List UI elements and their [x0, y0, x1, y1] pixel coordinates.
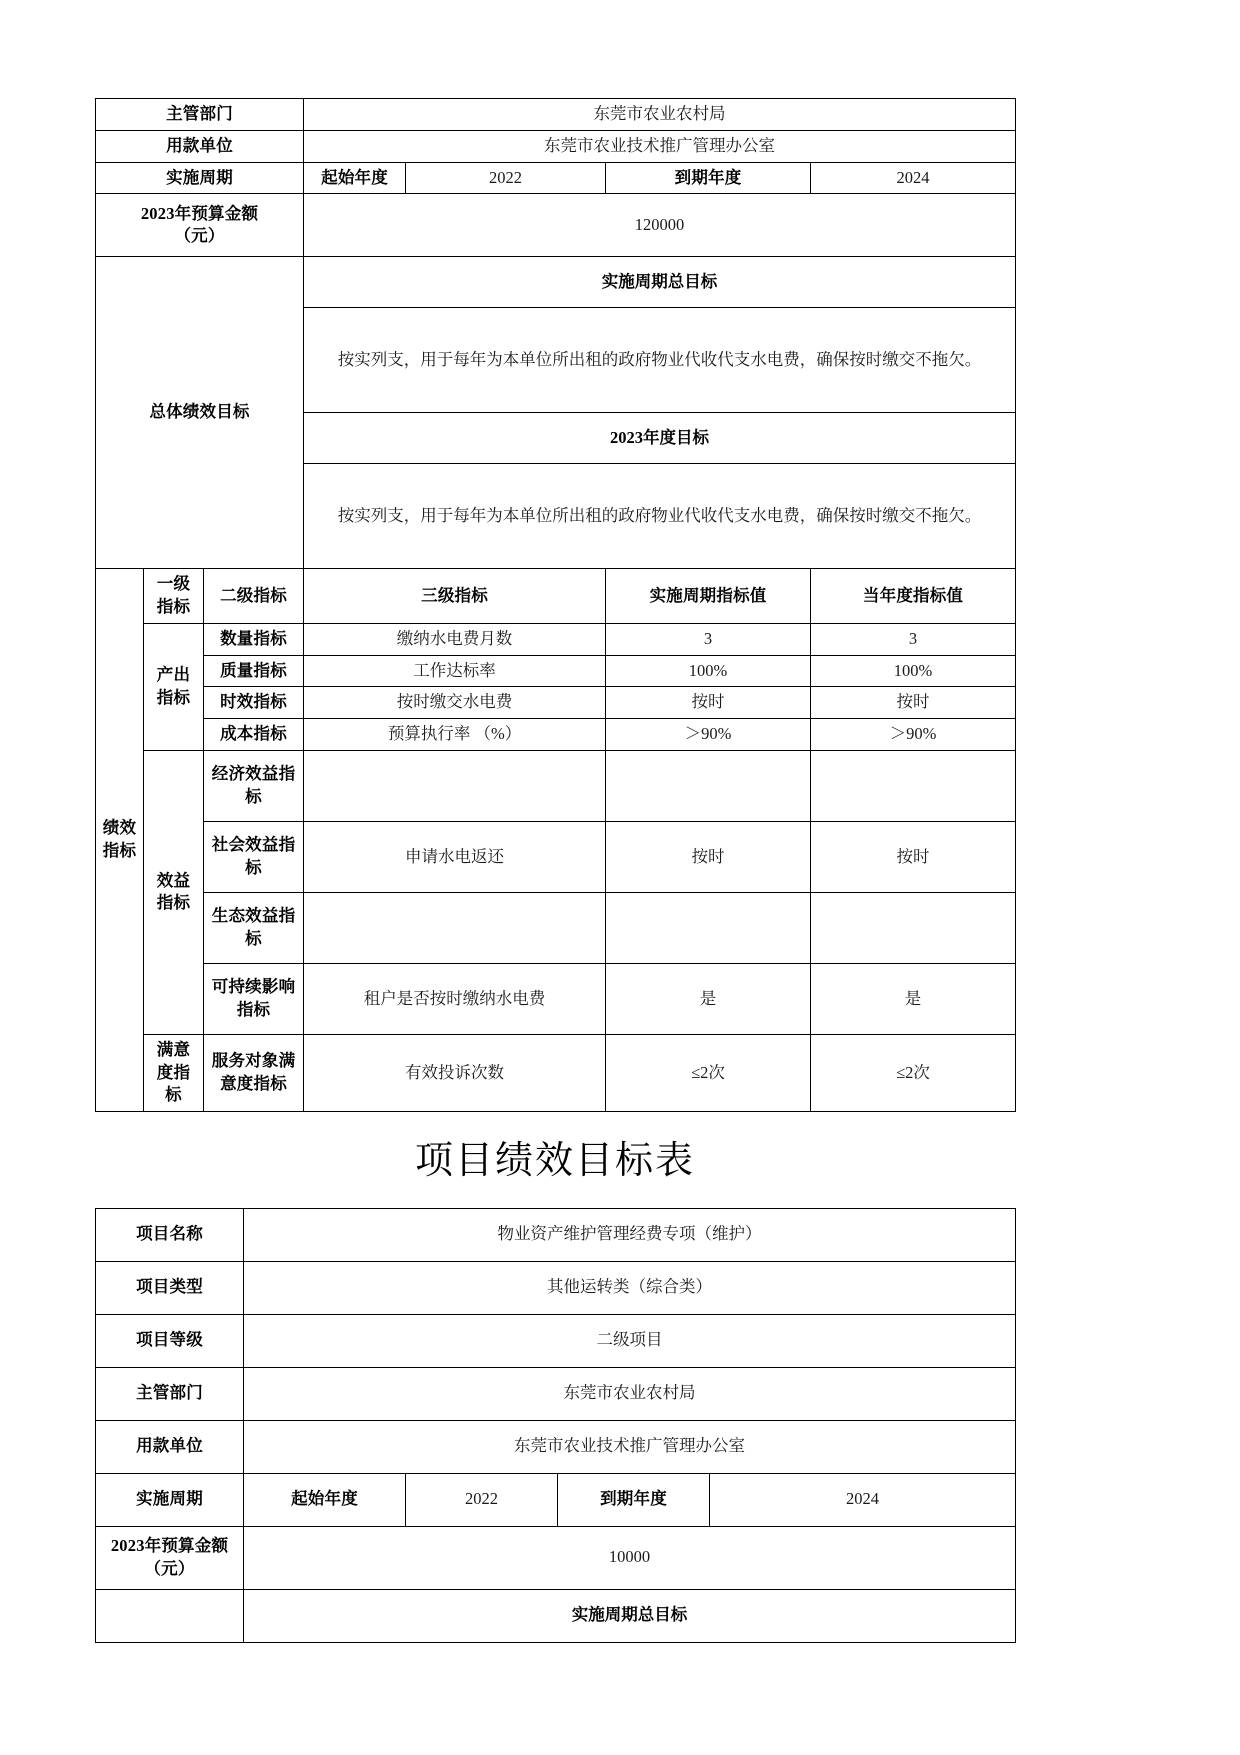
table-row-cycle-goal-header	[96, 257, 1016, 308]
unit-label: 用款单位	[96, 1420, 244, 1473]
table-row-unit	[96, 130, 1016, 162]
start-year-value: 2022	[406, 162, 606, 194]
cycle-label: 实施周期	[96, 162, 304, 194]
unit-value: 东莞市农业技术推广管理办公室	[244, 1420, 1016, 1473]
header-annual-value: 当年度指标值	[811, 569, 1016, 624]
header-level1: 一级指标	[144, 569, 204, 624]
table-row-indicator	[96, 1034, 1016, 1111]
table-row-project-level	[96, 1314, 1016, 1367]
budget-label-line1: 2023年预算金额	[110, 1535, 229, 1555]
indicator-cycle-value	[606, 892, 811, 963]
indicator-cycle-value: 是	[606, 963, 811, 1034]
indicator-level2: 数量指标	[204, 623, 304, 655]
project-type-label: 项目类型	[96, 1261, 244, 1314]
header-level3: 三级指标	[304, 569, 606, 624]
unit-label: 用款单位	[96, 130, 304, 162]
table-row-unit	[96, 1420, 1016, 1473]
performance-target-table-top	[95, 98, 1016, 1112]
side-label-line1: 绩效	[102, 818, 137, 838]
indicator-cycle-value: 3	[606, 623, 811, 655]
table-row-indicator	[96, 892, 1016, 963]
indicator-level2: 成本指标	[204, 719, 304, 751]
budget-label	[96, 194, 304, 257]
indicator-level3: 缴纳水电费月数	[304, 623, 606, 655]
indicator-level2: 生态效益指标	[204, 892, 304, 963]
table-row-indicator	[96, 821, 1016, 892]
table-row-indicator	[96, 655, 1016, 687]
indicator-level3: 按时缴交水电费	[304, 687, 606, 719]
indicator-cycle-value: 100%	[606, 655, 811, 687]
indicator-level3: 申请水电返还	[304, 821, 606, 892]
performance-indicator-side-label	[96, 569, 144, 1112]
indicator-cycle-value: ＞90%	[606, 719, 811, 751]
indicator-annual-value: ≤2次	[811, 1034, 1016, 1111]
budget-value: 120000	[304, 194, 1016, 257]
table-row-indicator	[96, 750, 1016, 821]
dept-label: 主管部门	[96, 99, 304, 131]
page-title: 项目绩效目标表	[414, 1140, 695, 1183]
indicator-level2: 质量指标	[204, 655, 304, 687]
cycle-goal-header: 实施周期总目标	[304, 257, 1016, 308]
start-year-value: 2022	[406, 1473, 558, 1526]
cycle-goal-header: 实施周期总目标	[244, 1589, 1016, 1642]
indicator-annual-value: 是	[811, 963, 1016, 1034]
project-level-label: 项目等级	[96, 1314, 244, 1367]
end-year-label: 到期年度	[558, 1473, 710, 1526]
annual-goal-header: 2023年度目标	[304, 413, 1016, 464]
header-level2: 二级指标	[204, 569, 304, 624]
indicator-level3: 预算执行率 （%）	[304, 719, 606, 751]
indicator-cycle-value: ≤2次	[606, 1034, 811, 1111]
group-label-satisfaction: 满意度指标	[144, 1034, 204, 1111]
indicator-annual-value: 3	[811, 623, 1016, 655]
table-row-cycle-goal-header	[96, 1589, 1016, 1642]
project-type-value: 其他运转类（综合类）	[244, 1261, 1016, 1314]
budget-label	[96, 1526, 244, 1589]
budget-label-line1: 2023年预算金额	[140, 203, 259, 223]
group-label-output: 产出指标	[144, 623, 204, 750]
cycle-label: 实施周期	[96, 1473, 244, 1526]
dept-label: 主管部门	[96, 1367, 244, 1420]
budget-label-line2: （元）	[144, 1558, 195, 1578]
indicator-level2: 可持续影响指标	[204, 963, 304, 1034]
header-cycle-value: 实施周期指标值	[606, 569, 811, 624]
end-year-value: 2024	[811, 162, 1016, 194]
indicator-annual-value: 按时	[811, 821, 1016, 892]
table-row-cycle	[96, 1473, 1016, 1526]
project-name-value: 物业资产维护管理经费专项（维护）	[244, 1208, 1016, 1261]
unit-value: 东莞市农业技术推广管理办公室	[304, 130, 1016, 162]
cycle-goal-text: 按实列支，用于每年为本单位所出租的政府物业代收代支水电费，确保按时缴交不拖欠。	[304, 308, 1016, 413]
table-row-budget	[96, 1526, 1016, 1589]
indicator-cycle-value: 按时	[606, 821, 811, 892]
indicator-annual-value	[811, 750, 1016, 821]
budget-label-line2: （元）	[174, 226, 225, 246]
indicator-level3: 工作达标率	[304, 655, 606, 687]
table-row-dept	[96, 99, 1016, 131]
table-row-indicator	[96, 963, 1016, 1034]
indicator-level3	[304, 750, 606, 821]
project-level-value: 二级项目	[244, 1314, 1016, 1367]
indicator-level3: 租户是否按时缴纳水电费	[304, 963, 606, 1034]
indicator-level2: 时效指标	[204, 687, 304, 719]
table-row-budget	[96, 194, 1016, 257]
start-year-label: 起始年度	[304, 162, 406, 194]
table-row-project-type	[96, 1261, 1016, 1314]
table-row-cycle	[96, 162, 1016, 194]
indicator-annual-value: 100%	[811, 655, 1016, 687]
end-year-label: 到期年度	[606, 162, 811, 194]
table-row-indicator-headers	[96, 569, 1016, 624]
performance-target-table-bottom	[95, 1208, 1016, 1643]
indicator-annual-value	[811, 892, 1016, 963]
table-row-indicator	[96, 719, 1016, 751]
indicator-level3	[304, 892, 606, 963]
indicator-level2: 服务对象满意度指标	[204, 1034, 304, 1111]
table-row-dept	[96, 1367, 1016, 1420]
indicator-level2: 经济效益指标	[204, 750, 304, 821]
indicator-annual-value: 按时	[811, 687, 1016, 719]
indicator-level3: 有效投诉次数	[304, 1034, 606, 1111]
dept-value: 东莞市农业农村局	[304, 99, 1016, 131]
dept-value: 东莞市农业农村局	[244, 1367, 1016, 1420]
indicator-cycle-value: 按时	[606, 687, 811, 719]
start-year-label: 起始年度	[244, 1473, 406, 1526]
table-row-indicator	[96, 623, 1016, 655]
table-row-indicator	[96, 687, 1016, 719]
indicator-level2: 社会效益指标	[204, 821, 304, 892]
end-year-value: 2024	[710, 1473, 1016, 1526]
indicator-cycle-value	[606, 750, 811, 821]
side-label-line2: 指标	[102, 841, 137, 861]
table-row-project-name	[96, 1208, 1016, 1261]
overall-goal-label: 总体绩效目标	[96, 257, 304, 569]
indicator-annual-value: ＞90%	[811, 719, 1016, 751]
overall-goal-label-placeholder	[96, 1589, 244, 1642]
budget-value: 10000	[244, 1526, 1016, 1589]
project-name-label: 项目名称	[96, 1208, 244, 1261]
group-label-benefit: 效益指标	[144, 750, 204, 1034]
annual-goal-text: 按实列支，用于每年为本单位所出租的政府物业代收代支水电费，确保按时缴交不拖欠。	[304, 464, 1016, 569]
